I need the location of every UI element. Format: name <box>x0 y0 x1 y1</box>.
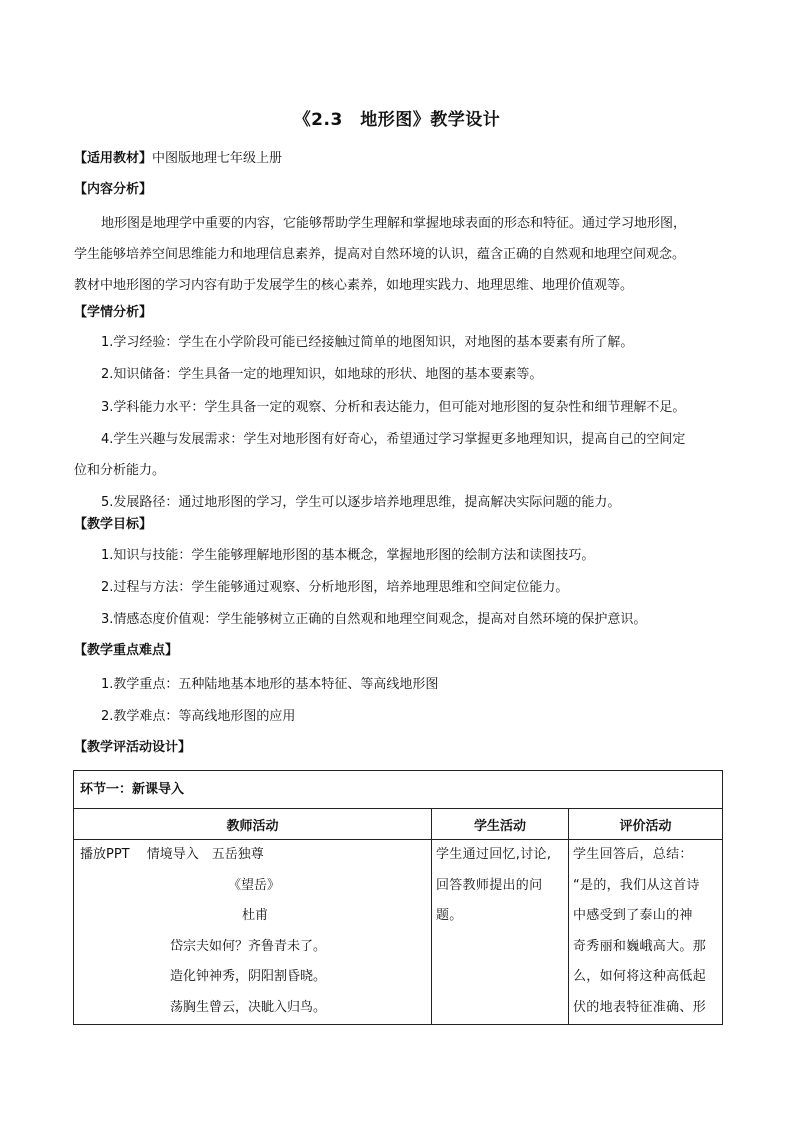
evaluation-line: 学生回答后，总结： <box>573 847 693 862</box>
evaluation-line: 伏的地表特征准确、形 <box>573 999 707 1015</box>
textbook-value: 中图版地理七年级上册 <box>152 151 283 166</box>
poem-author: 杜甫 <box>242 908 269 923</box>
student-analysis-heading: 【学情分析】 <box>74 305 153 320</box>
evaluation-line: 中感受到了泰山的神 <box>573 908 693 923</box>
objective-item: 3.情感态度价值观：学生能够树立正确的自然观和地理空间观念，提高对自然环境的保护意识。 <box>101 612 647 627</box>
objective-item: 2.过程与方法：学生能够通过观察、分析地形图，培养地理思维和空间定位能力。 <box>101 580 569 595</box>
student-analysis-item: 3.学科能力水平：学生具备一定的观察、分析和表达能力，但可能对地形图的复杂性和细节理解不足。 <box>101 400 686 415</box>
key-point-item: 2.教学难点：等高线地形图的应用 <box>101 709 296 724</box>
teacher-activity-cell <box>74 840 432 1025</box>
poem-line: 荡胸生曾云，决眦入归鸟。 <box>170 999 327 1015</box>
key-points-heading: 【教学重点难点】 <box>74 643 179 658</box>
student-analysis-item-continued: 位和分析能力。 <box>74 463 166 478</box>
section-row <box>74 771 723 809</box>
teacher-activity-line: 播放PPT 情境导入 五岳独尊 <box>80 847 264 862</box>
student-activity-line: 题。 <box>436 908 463 923</box>
poem-line: 造化钟神秀，阴阳割昏晓。 <box>170 969 327 984</box>
column-header-student: 学生活动 <box>432 809 569 840</box>
student-analysis-item: 4.学生兴趣与发展需求：学生对地形图有好奇心，希望通过学习掌握更多地理知识，提高自己的空间定 <box>101 432 686 447</box>
column-header-evaluation: 评价活动 <box>569 809 723 840</box>
textbook-label: 【适用教材】 <box>74 151 153 166</box>
key-point-item: 1.教学重点：五种陆地基本地形的基本特征、等高线地形图 <box>101 677 439 692</box>
content-analysis-line: 地形图是地理学中重要的内容，它能够帮助学生理解和掌握地球表面的形态和特征。通过学习地形图， <box>101 216 687 231</box>
document-title: 《2.3 地形图》教学设计 <box>293 110 501 130</box>
evaluation-line: “是的，我们从这首诗 <box>573 877 700 893</box>
student-analysis-item: 2.知识储备：学生具备一定的地理知识，如地球的形状、地图的基本要素等。 <box>101 367 543 382</box>
content-analysis-line: 教材中地形图的学习内容有助于发展学生的核心素养，如地理实践力、地理思维、地理价值观等。 <box>74 278 634 293</box>
textbook-line <box>74 151 734 167</box>
objective-item: 1.知识与技能：学生能够理解地形图的基本概念，掌握地形图的绘制方法和读图技巧。 <box>101 548 595 563</box>
student-activity-line: 学生通过回忆,讨论, <box>436 847 552 862</box>
poem-line: 岱宗夫如何？齐鲁青未了。 <box>170 938 327 954</box>
column-header-row <box>74 809 723 840</box>
objectives-heading: 【教学目标】 <box>74 517 153 532</box>
content-analysis-paragraph <box>74 208 734 301</box>
evaluation-line: 奇秀丽和巍峨高大。那 <box>573 938 707 954</box>
student-activity-line: 回答教师提出的问 <box>436 877 543 893</box>
column-header-teacher: 教师活动 <box>74 809 432 840</box>
content-analysis-line: 学生能够培养空间思维能力和地理信息素养，提高对自然环境的认识，蕴含正确的自然观和地理空间观念。 <box>74 247 686 262</box>
evaluation-line: 么，如何将这种高低起 <box>573 969 707 984</box>
student-activity-cell <box>432 840 569 1025</box>
activity-table <box>73 770 723 1025</box>
activity-design-heading: 【教学评活动设计】 <box>74 740 192 755</box>
content-analysis-heading: 【内容分析】 <box>74 182 153 197</box>
poem-title: 《望岳》 <box>228 877 281 893</box>
student-analysis-item: 5.发展路径：通过地形图的学习，学生可以逐步培养地理思维，提高解决实际问题的能力。 <box>101 495 621 510</box>
section-title: 环节一：新课导入 <box>74 771 723 809</box>
activity-row <box>74 840 723 1025</box>
evaluation-activity-cell <box>569 840 723 1025</box>
student-analysis-item: 1.学习经验：学生在小学阶段可能已经接触过简单的地图知识，对地图的基本要素有所了解。 <box>101 335 634 350</box>
